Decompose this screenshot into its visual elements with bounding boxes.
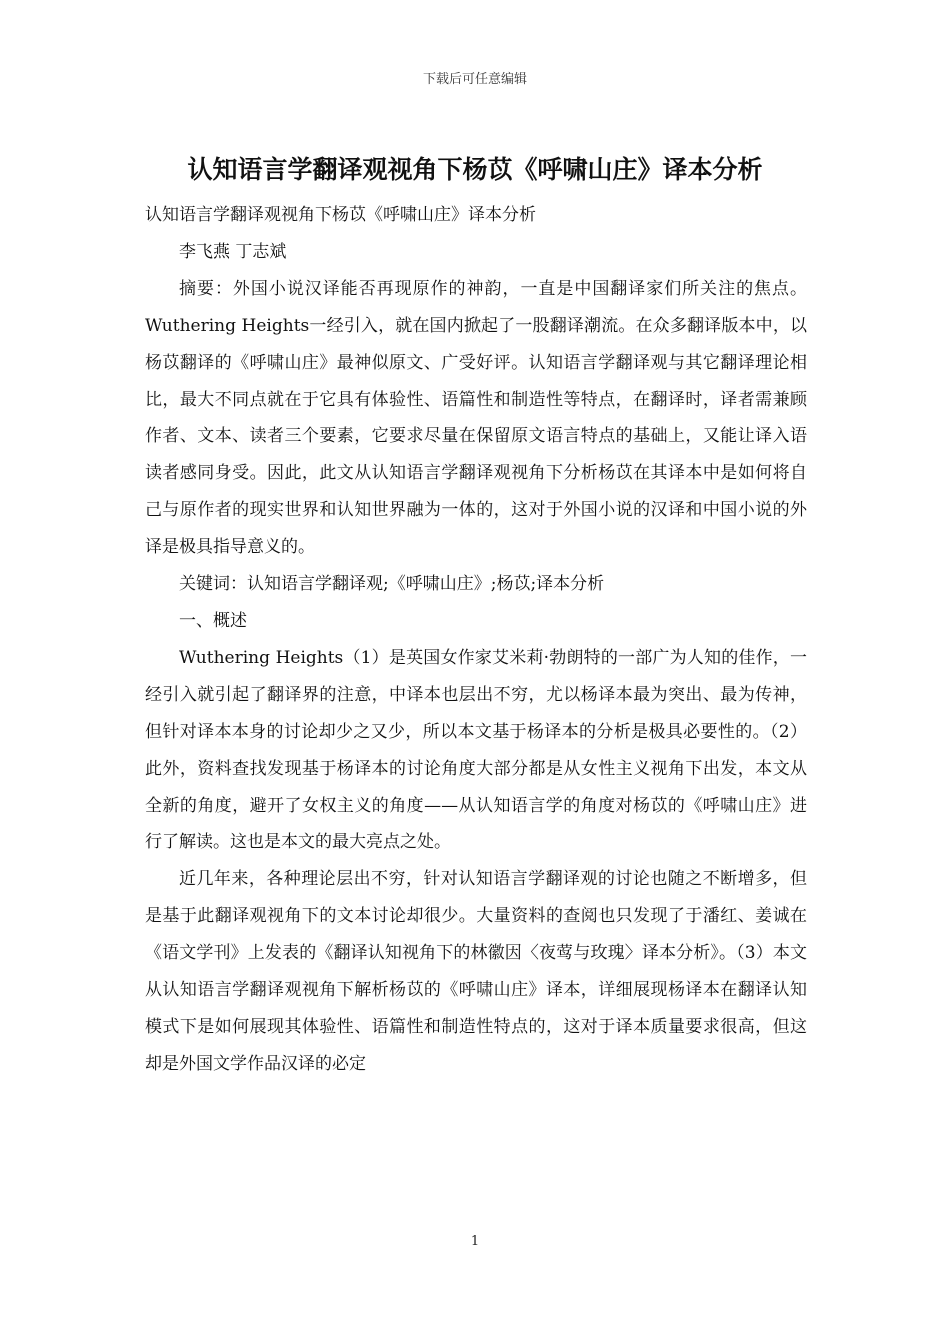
body-paragraph-2: 近几年来，各种理论层出不穷，针对认知语言学翻译观的讨论也随之不断增多，但是基于此翻译观视角下的文本讨论却很少。大量资料的查阅也只发现了于潘红、姜诚在《语文学刊》上发表的《翻译认知视角下的林徽因〈夜莺与玫瑰〉译本分析》。（3）本文从认知语言学翻译观视角下解析杨苡的《呼啸山庄》译本，详细展现杨译本在翻译认知模式下是如何展现其体验性、语篇性和制造性特点的，这对于译本质量要求很高，但这却是外国文学作品汉译的必定 (145, 869, 807, 1074)
header-note: 下载后可任意编辑 (422, 72, 527, 87)
abstract-paragraph: 摘要：外国小说汉译能否再现原作的神韵，一直是中国翻译家们所关注的焦点。Wuthering Heights一经引入，就在国内掀起了一股翻译潮流。在众多翻译版本中，以杨苡翻译的《呼啸山庄》最神似原文、广受好评。认知语言学翻译观与其它翻译理论相比，最大不同点就在于它具有体验性、语篇性和制造性等特点，在翻译时，译者需兼顾作者、文本、读者三个要素，它要求尽量在保留原文语言特点的基础上，又能让译入语读者感同身受。因此，此文从认知语言学翻译观视角下分析杨苡在其译本中是如何将自己与原作者的现实世界和认知世界融为一体的，这对于外国小说的汉译和中国小说的外译是极具指导意义的。 (145, 278, 807, 558)
author-line: 李飞燕 丁志斌 (179, 241, 287, 262)
document-title: 认知语言学翻译观视角下杨苡《呼啸山庄》译本分析 (187, 155, 763, 184)
keywords-line: 关键词：认知语言学翻译观;《呼啸山庄》;杨苡;译本分析 (179, 574, 605, 595)
document-body (145, 197, 807, 1083)
section-heading: 一、概述 (179, 610, 247, 631)
document-subtitle: 认知语言学翻译观视角下杨苡《呼啸山庄》译本分析 (145, 205, 536, 225)
page-number: 1 (470, 1234, 480, 1249)
body-paragraph-1: Wuthering Heights（1）是英国女作家艾米莉·勃朗特的一部广为人知的佳作，一经引入就引起了翻译界的注意，中译本也层出不穷，尤以杨译本最为突出、最为传神，但针对译本本身的讨论却少之又少，所以本文基于杨译本的分析是极具必要性的。（2）此外，资料查找发现基于杨译本的讨论角度大部分都是从女性主义视角下出发，本文从全新的角度，避开了女权主义的角度——从认知语言学的角度对杨苡的《呼啸山庄》进行了解读。这也是本文的最大亮点之处。 (145, 647, 807, 853)
